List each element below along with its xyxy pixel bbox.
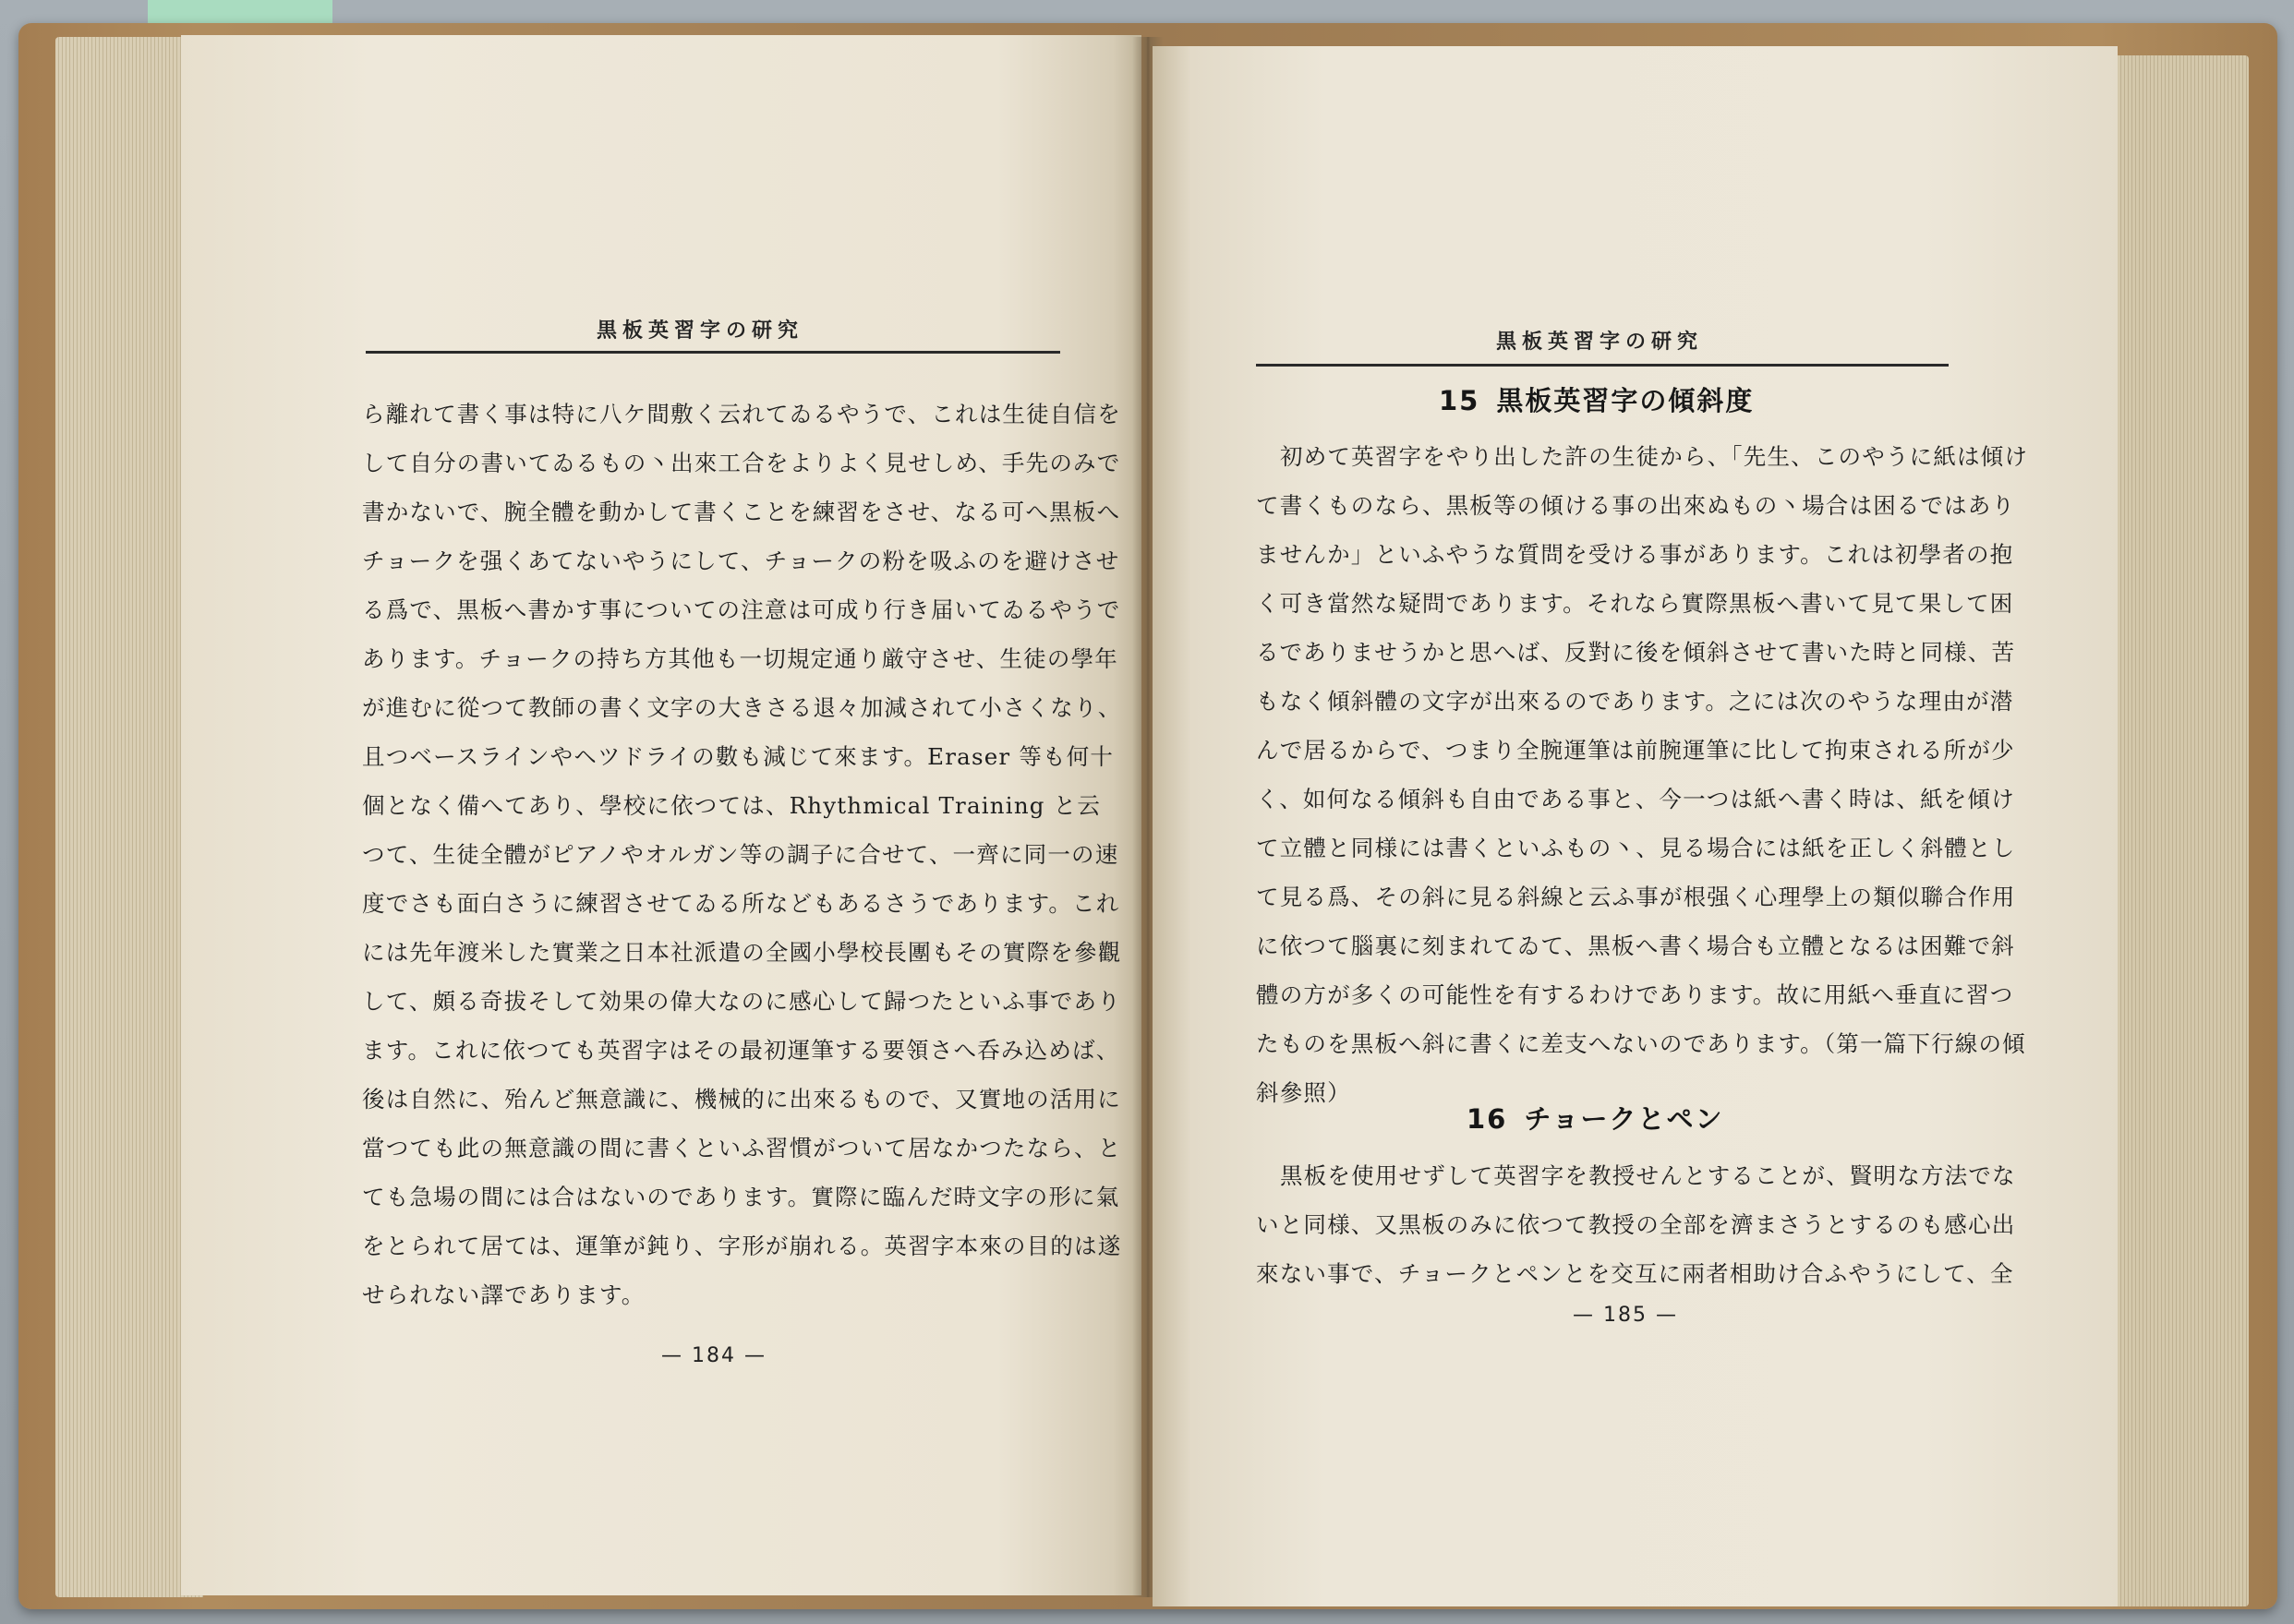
text-line: チョークを强くあてないやうにして、チョークの粉を吸ふのを避けさせ (362, 547, 1120, 574)
section-15-heading (1439, 380, 1754, 418)
text-line: が進むに從つて教師の書く文字の大きさる退々加減されて小さくなり、 (362, 694, 1122, 721)
section-16-number: 16 (1467, 1103, 1508, 1135)
text-line: ても急場の間には合はないのであります。實際に臨んだ時文字の形に氣 (362, 1184, 1120, 1210)
text-line: して、頗る奇拔そして効果の偉大なのに感心して歸つたといふ事であり (362, 988, 1121, 1015)
text-line: 來ない事で、チョークとペンとを交互に兩者相助け合ふやうにして、全 (1256, 1260, 2014, 1287)
text-line: をとられて居ては、運筆が鈍り、字形が崩れる。英習字本來の目的は遂 (362, 1233, 1122, 1259)
text-line: 體の方が多くの可能性を有するわけであります。故に用紙へ垂直に習つ (1256, 981, 2014, 1008)
section-16-body (1256, 1151, 2016, 1298)
section-15-body (1256, 432, 2028, 1117)
text-line: んで居るからで、つまり全腕運筆は前腕運筆に比して拘束される所が少 (1256, 737, 2015, 764)
text-line: く可き當然な疑問であります。それなら實際黒板へ書いて見て果して困 (1256, 590, 2014, 617)
right-running-head: 黒板英習字の研究 (1496, 330, 1704, 354)
section-16-heading (1467, 1099, 1724, 1137)
text-line: つて、生徒全體がピアノやオルガン等の調子に合せて、一齊に同一の速 (362, 841, 1119, 868)
right-page (1153, 46, 2118, 1606)
text-line: 後は自然に、殆んど無意識に、機械的に出來るもので、又實地の活用に (362, 1086, 1121, 1113)
text-line: には先年渡米した實業之日本社派遣の全國小學校長團もその實際を參觀 (362, 939, 1122, 966)
text-line: 當つても此の無意識の間に書くといふ習慣がついて居なかつたなら、と (362, 1135, 1122, 1161)
text-line: て見る爲、その斜に見る斜線と云ふ事が根强く心理學上の類似聯合作用 (1256, 884, 2016, 910)
text-line: ませんか」といふやうな質問を受ける事があります。これは初學者の抱 (1256, 541, 2014, 568)
text-line: たものを黒板へ斜に書くに差支へないのであります。（第一篇下行線の傾 (1256, 1030, 2026, 1057)
text-line: 斜參照） (1256, 1079, 1351, 1106)
text-line: あります。チョークの持ち方其他も一切規定通り厳守させ、生徒の學年 (362, 645, 1118, 672)
section-16-title: チョークとペン (1524, 1103, 1724, 1135)
text-line: 個となく備へてあり、學校に依つては、Rhythmical Training と云 (362, 792, 1102, 819)
left-running-head: 黒板英習字の研究 (597, 319, 804, 343)
text-line: 黒板を使用せずして英習字を教授せんとすることが、賢明な方法でな (1280, 1162, 2016, 1189)
text-line: せられない譯であります。 (362, 1281, 646, 1308)
right-page-edges (2110, 55, 2249, 1606)
section-15-title: 黒板英習字の傾斜度 (1496, 385, 1755, 416)
left-page (181, 35, 1141, 1595)
right-header-rule (1256, 364, 1949, 367)
left-body-text (362, 390, 1121, 1319)
text-line: して自分の書いてゐるもの丶出來工合をよりよく見せしめ、手先のみで (362, 450, 1121, 476)
right-page-number: — 185 — (1573, 1304, 1678, 1327)
text-line: る爲で、黒板へ書かす事についての注意は可成り行き届いてゐるやうで (362, 596, 1121, 623)
text-line: ら離れて書く事は特に八ケ間敷く云れてゐるやうで、これは生徒自信を (362, 401, 1121, 427)
section-15-number: 15 (1439, 385, 1480, 416)
text-line: ます。これに依つても英習字はその最初運筆する要領さへ呑み込めば、 (362, 1037, 1120, 1064)
text-line: 書かないで、腕全體を動かして書くことを練習をさせ、なる可へ黒板へ (362, 499, 1121, 525)
text-line: て書くものなら、黒板等の傾ける事の出來ぬもの丶場合は困るではあり (1256, 492, 2016, 519)
text-line: に依つて腦裏に刻まれてゐて、黒板へ書く場合も立體となるは困難で斜 (1256, 932, 2015, 959)
text-line: るでありませうかと思へば、反對に後を傾斜させて書いた時と同様、苦 (1256, 639, 2016, 666)
left-header-rule (366, 351, 1060, 354)
text-line: て立體と同様には書くといふもの丶、見る場合には紙を正しく斜體とし (1256, 835, 2016, 861)
text-line: く、如何なる傾斜も自由である事と、今一つは紙へ書く時は、紙を傾け (1256, 786, 2015, 812)
text-line: 且つベースラインやヘツドライの數も減じて來ます。Eraser 等も何十 (362, 743, 1115, 770)
text-line: 初めて英習字をやり出した許の生徒から、「先生、このやうに紙は傾け (1280, 443, 2029, 470)
text-line: いと同様、又黒板のみに依つて教授の全部を濟まさうとするのも感心出 (1256, 1211, 2016, 1238)
left-page-number: — 184 — (661, 1344, 767, 1367)
text-line: もなく傾斜體の文字が出來るのであります。之には次のやうな理由が潜 (1256, 688, 2014, 715)
text-line: 度でさも面白さうに練習させてゐる所などもあるさうであります。これ (362, 890, 1120, 917)
